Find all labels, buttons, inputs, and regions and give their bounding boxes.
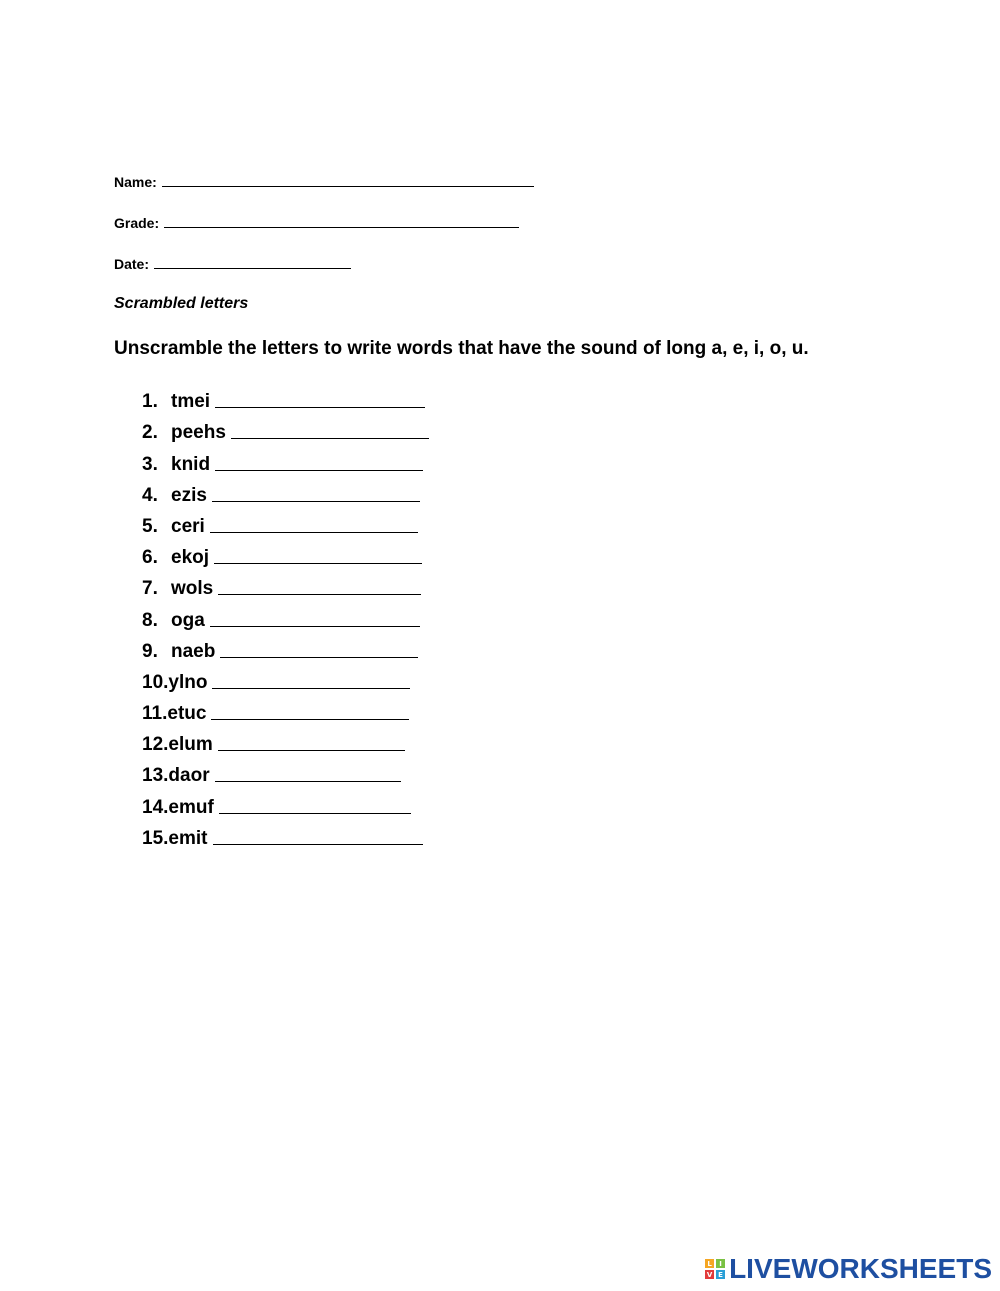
name-line[interactable]	[162, 185, 534, 187]
scrambled-word: ekoj	[171, 547, 210, 569]
list-item	[142, 569, 429, 600]
scrambled-word: emuf	[168, 796, 214, 818]
item-number: 7.	[142, 578, 158, 600]
grade-label: Grade:	[114, 215, 160, 231]
item-number: 8.	[142, 609, 158, 631]
scrambled-word: knid	[171, 453, 211, 475]
scrambled-word: ezis	[171, 484, 207, 506]
answer-blank[interactable]	[213, 843, 423, 845]
scrambled-word: emit	[168, 827, 208, 849]
item-number: 12.	[142, 734, 169, 756]
answer-blank[interactable]	[214, 562, 422, 564]
scrambled-word: elum	[168, 734, 213, 756]
answer-blank[interactable]	[218, 749, 405, 751]
item-number: 2.	[142, 422, 158, 444]
scrambled-word: ylno	[168, 671, 208, 693]
logo-block: I	[716, 1259, 725, 1268]
item-number: 10.	[142, 671, 169, 693]
list-item	[142, 476, 429, 507]
answer-blank[interactable]	[220, 656, 418, 658]
answer-blank[interactable]	[215, 469, 423, 471]
answer-blank[interactable]	[212, 687, 410, 689]
grade-line[interactable]	[164, 226, 519, 228]
item-number: 15.	[142, 827, 169, 849]
scrambled-word: naeb	[171, 640, 216, 662]
scrambled-word: peehs	[171, 422, 226, 444]
answer-blank[interactable]	[210, 531, 418, 533]
liveworksheets-logo	[705, 1253, 992, 1285]
list-item	[142, 663, 429, 694]
date-label: Date:	[114, 256, 150, 272]
list-item	[142, 413, 429, 444]
item-number: 11.	[142, 703, 168, 725]
list-item	[142, 632, 429, 663]
answer-blank[interactable]	[231, 437, 429, 439]
date-field	[114, 256, 351, 272]
worksheet-subtitle: Scrambled letters	[114, 295, 249, 312]
list-item	[142, 787, 429, 818]
list-item	[142, 725, 429, 756]
logo-block: E	[716, 1270, 725, 1279]
list-item	[142, 756, 429, 787]
grade-field	[114, 215, 519, 231]
logo-block: L	[705, 1259, 714, 1268]
item-number: 4.	[142, 484, 158, 506]
answer-blank[interactable]	[210, 625, 420, 627]
answer-blank[interactable]	[218, 593, 421, 595]
item-number: 6.	[142, 547, 158, 569]
answer-blank[interactable]	[212, 500, 420, 502]
scrambled-word: etuc	[167, 703, 207, 725]
item-number: 3.	[142, 453, 158, 475]
scrambled-word: daor	[168, 765, 210, 787]
scrambled-word: wols	[171, 578, 214, 600]
name-field	[114, 174, 534, 190]
list-item	[142, 600, 429, 631]
item-number: 14.	[142, 796, 169, 818]
instruction-text: Unscramble the letters to write words that have the sound of long a, e, i, o, u.	[114, 338, 809, 359]
logo-block: V	[706, 1270, 713, 1279]
item-number: 1.	[142, 391, 158, 413]
item-number: 13.	[142, 765, 169, 787]
answer-blank[interactable]	[215, 406, 425, 408]
name-label: Name:	[114, 174, 157, 190]
list-item	[142, 382, 429, 413]
item-number: 9.	[142, 640, 158, 662]
list-item	[142, 444, 429, 475]
item-number: 5.	[142, 515, 158, 537]
logo-icon	[705, 1259, 725, 1279]
scrambled-word-list	[142, 382, 429, 850]
scrambled-word: oga	[171, 609, 205, 631]
scrambled-word: tmei	[171, 391, 211, 413]
scrambled-word: ceri	[171, 515, 205, 537]
list-item	[142, 819, 429, 850]
date-line[interactable]	[154, 267, 351, 269]
answer-blank[interactable]	[211, 718, 409, 720]
logo-text: LIVEWORKSHEETS	[729, 1253, 992, 1284]
answer-blank[interactable]	[215, 780, 401, 782]
list-item	[142, 694, 429, 725]
answer-blank[interactable]	[219, 812, 411, 814]
list-item	[142, 538, 429, 569]
list-item	[142, 507, 429, 538]
